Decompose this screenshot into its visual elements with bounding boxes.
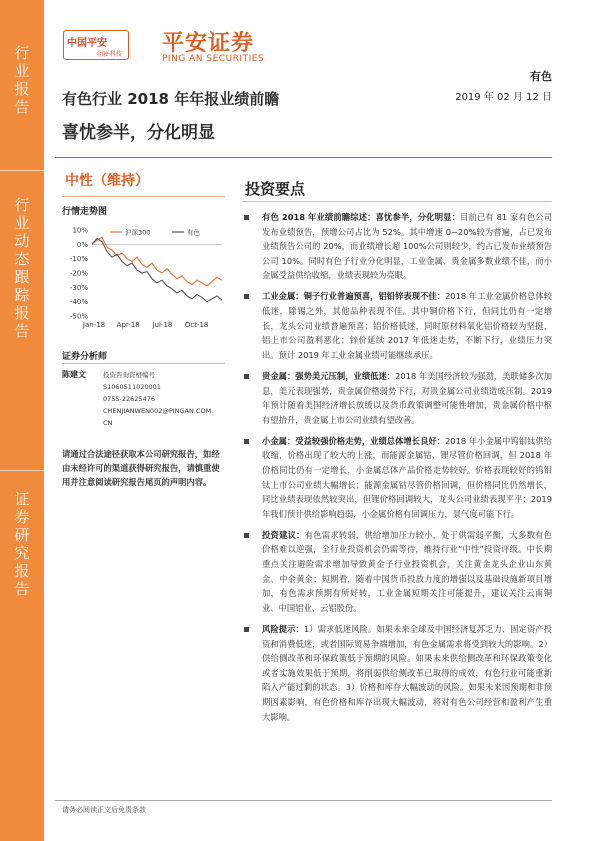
key-point-lead: 贵金属：强势美元压制，业绩低迷： — [262, 370, 396, 381]
key-point-item — [244, 369, 552, 427]
chart-title: 行情走势图 — [62, 207, 108, 217]
key-point-item — [244, 289, 552, 362]
sidebar-char: 告 — [14, 98, 30, 116]
sidebar-char: 告 — [14, 580, 30, 598]
key-point-item — [244, 210, 552, 283]
key-point-item — [244, 622, 552, 724]
disclaimer-text: 请通过合法途径获取本公司研究报告，如经由未经许可的渠道获得研究报告，请慎重使用并注意阅读研究报告尾页的声明内容。 — [62, 449, 220, 487]
y-tick-label: -30% — [69, 283, 88, 292]
sidebar-char: 报 — [14, 304, 30, 322]
key-point-text: 1）需求低迷风险。如果未来全球及中国经济复苏乏力、固定资产投资和消费低迷，或者国际贸易争端增加，有色金属需求将受到较大的影响。2）供给侧改革和环保政策低于预期的风险。如果未来供给侧改革和环保政策变化或者实施效果低于预期，将削弱供给侧改革已取得的成效，有色行业可能重新陷入产能过剩的状态。3）价格和库存大幅波动的风险。如果未来因预期和非预期因素影响，有色价格和库存出现大幅波动，将对有色公司经营和盈利产生重大影响。 — [262, 623, 552, 722]
legend-label: 有色 — [187, 228, 200, 237]
analyst-contact — [103, 369, 233, 429]
report-title: 喜忧参半，分化明显 — [62, 123, 215, 143]
square-bullet-icon — [244, 439, 249, 444]
sidebar-section-tracking-report — [0, 196, 44, 340]
rating-divider — [62, 196, 225, 197]
key-point-lead: 工业金属：铜子行业普遍预喜，铝铅锌表现不佳： — [262, 291, 446, 302]
analyst-line: 投资咨询资格编号 — [103, 371, 155, 379]
legend-label: 沪深300 — [125, 228, 151, 237]
analyst-section-title: 证券分析师 — [62, 352, 108, 362]
y-tick-label: 0% — [76, 240, 88, 249]
sidebar-char: 踪 — [14, 286, 30, 304]
sidebar-section-industry-report — [0, 44, 44, 116]
sidebar-char: 报 — [14, 80, 30, 98]
pingan-logo — [63, 30, 129, 60]
x-tick-label: Apr-18 — [116, 321, 140, 329]
key-point-item — [244, 434, 552, 522]
key-points-list — [244, 210, 552, 731]
market-trend-chart — [62, 218, 232, 333]
x-tick-label: Oct-18 — [184, 321, 209, 329]
analyst-name: 陈建文 — [62, 370, 86, 379]
sidebar-char: 态 — [14, 250, 30, 268]
sidebar-divider — [0, 470, 44, 471]
sidebar-char: 研 — [14, 526, 30, 544]
analyst-email-cont[interactable]: CN — [103, 419, 113, 427]
analyst-license: S1060511020001 — [103, 383, 161, 391]
x-tick-label: Jan-18 — [82, 321, 106, 329]
footer-divider — [55, 800, 552, 801]
key-points-divider — [242, 201, 552, 202]
sidebar-char: 业 — [14, 62, 30, 80]
key-point-lead: 有色 2018 年业绩前瞻综述：喜忧参半，分化明显： — [262, 212, 461, 222]
y-tick-label: 10% — [72, 226, 88, 235]
title-divider — [55, 157, 552, 158]
sidebar-char: 券 — [14, 508, 30, 526]
sidebar-char: 报 — [14, 562, 30, 580]
key-point-item — [244, 528, 552, 616]
brand-name-en: PING AN SECURITIES — [162, 54, 265, 64]
key-point-lead: 风险提示： — [262, 623, 304, 634]
analyst-phone: 0755-22625476 — [103, 395, 155, 403]
y-tick-label: -50% — [69, 312, 88, 321]
key-points-title: 投资要点 — [245, 180, 306, 198]
analyst-email[interactable]: CHENJIANWEN002@PINGAN.COM. — [103, 407, 214, 415]
key-point-text: 目前已有 81 家有色公司发布业绩预告，预增公司占比为 52%。其中增速 0~20%较为普遍，占已发布业绩预告公司的 20%，而业绩增长超 100%公司则较少，约占已发布业绩预告公司 10%。同时有色子行业分化明显，工业金属、贵金属多数业绩不佳，而小金属受益供给收缩，业绩表现较为亮眼。 — [262, 212, 552, 281]
key-point-lead: 投资建议： — [262, 529, 305, 540]
sidebar — [0, 0, 44, 841]
sidebar-char: 证 — [14, 490, 30, 508]
rating-label: 中性（维持） — [65, 173, 149, 189]
square-bullet-icon — [244, 294, 249, 299]
y-tick-label: -10% — [69, 255, 88, 264]
y-tick-label: -20% — [69, 269, 88, 278]
sidebar-char: 跟 — [14, 268, 30, 286]
y-tick-label: -40% — [69, 298, 88, 307]
logo-text: 中国平安 — [67, 38, 107, 49]
report-subtitle: 有色行业 2018 年年报业绩前瞻 — [62, 90, 280, 108]
square-bullet-icon — [244, 374, 249, 379]
sidebar-char: 业 — [14, 214, 30, 232]
square-bullet-icon — [244, 533, 249, 538]
sidebar-char: 行 — [14, 44, 30, 62]
x-tick-label: Jul-18 — [152, 321, 173, 329]
report-date: 2019 年 02 月 12 日 — [455, 92, 552, 103]
analyst-divider — [62, 363, 225, 364]
sidebar-section-research-report — [0, 490, 44, 598]
industry-label: 有色 — [530, 70, 552, 83]
key-point-text: 2018 年小金属中钨钼钛供给收缩，价格出现了较大的上涨，而能源金属钴、锂尽管价格回调，但 2018 年价格同比仍有一定增长，小金属总体产品价格走势较好。价格表现较好的钨钼钛上市公司业绩大幅增长；能源金属钴尽管价格回调，但价格同比仍然增长，同比业绩表现依然较突出，但锂价格回调较大，龙头公司业绩表现平平；2019 年我们预计供给影响趋弱，小金属价格有回调压力，景气度可能下行。 — [262, 435, 552, 519]
brand-name: 平安证券 — [162, 31, 255, 56]
key-point-text: 2018 年美国经济较为强劲，美联储多次加息，美元表现强势，贵金属价格弱势下行，对贵金属公司业绩造成压制。2019 年预计随着美国经济增长放缓以及货币政策调整可能性增加，贵金属价格中枢有望抬升，贵金属上市公司业绩有望改善。 — [262, 370, 552, 425]
sidebar-divider — [0, 170, 44, 171]
footer-note: 请务必阅读正文后免责条款 — [62, 806, 146, 814]
key-point-lead: 小金属：受益较强价格走势，业绩总体增长良好： — [262, 435, 446, 446]
square-bullet-icon — [244, 627, 249, 632]
sidebar-char: 行 — [14, 196, 30, 214]
square-bullet-icon — [244, 215, 249, 220]
key-point-text: 有色需求转弱，供给增加压力较小，处于供需弱平衡，大多数有色价格难以逆强，全行业投资机会仍需等待，维持行业“中性”投资评级。中长期重点关注避险需求增加导致黄金子行业投资机会，关注黄金龙头企业山东黄金、中金黄金；短期看，随着中国货币投放力度的增强以及基础设施新项目增加，有色需求预期有所好转，工业金属短期关注可能提升，建议关注云南铜业、中国铝业、云铝股份。 — [262, 529, 552, 613]
sidebar-char: 动 — [14, 232, 30, 250]
sidebar-char: 究 — [14, 544, 30, 562]
key-point-text: 2018 年工业金属价格总体较低迷，除锡之外，其他品种表现不佳。其中铜价格下行，但同比仍有一定增长，龙头公司业绩普遍预喜；铝价格低迷，同时原材料氧化铝价格较为坚挺，铝上市公司盈利恶化；锌价延续 2017 年低迷走势，不断下行，业绩压力突出。预计 2019 年工业金属业绩可能继续承压。 — [262, 291, 552, 360]
logo-subtext: 金融·科技 — [96, 51, 122, 58]
sidebar-char: 告 — [14, 322, 30, 340]
